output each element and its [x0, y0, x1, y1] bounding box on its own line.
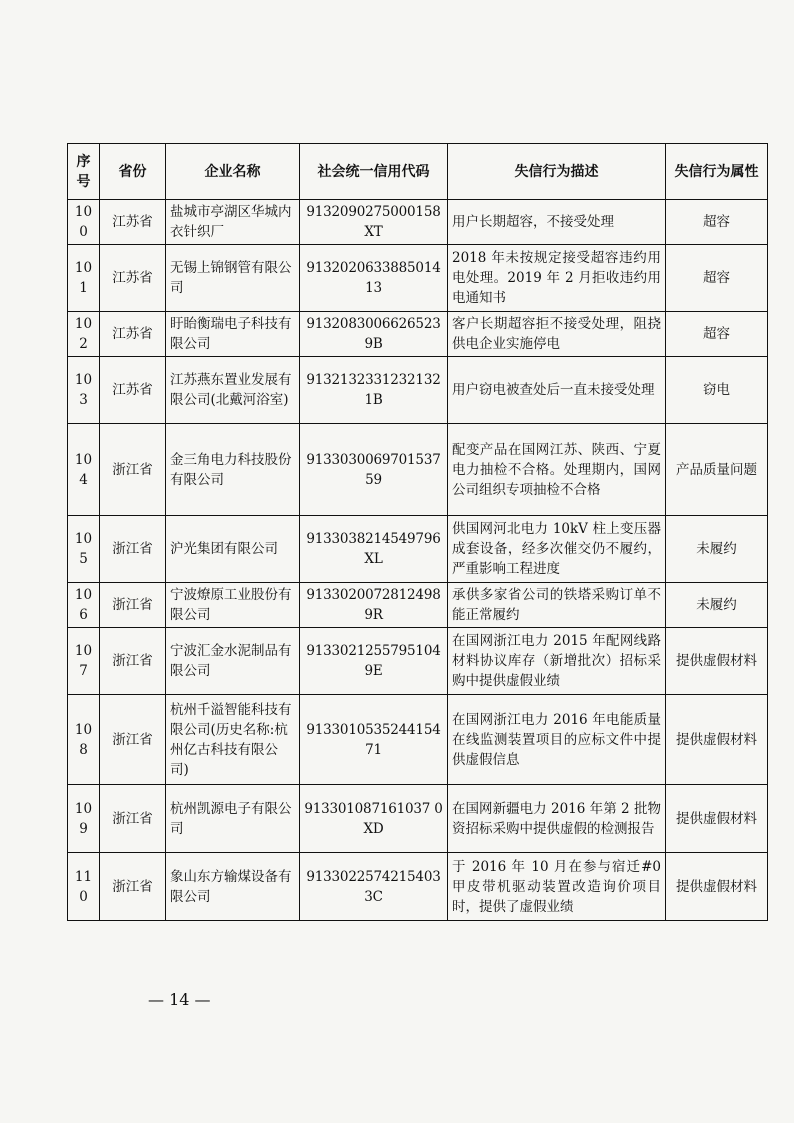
cell-province: 浙江省	[100, 516, 166, 583]
cell-desc: 在国网新疆电力 2016 年第 2 批物资招标采购中提供虚假的检测报告	[448, 785, 666, 853]
cell-code: 9132083006626523 9B	[300, 312, 448, 357]
cell-no: 101	[68, 245, 100, 312]
cell-attr: 超容	[666, 200, 768, 245]
dishonest-enterprise-table	[67, 143, 768, 921]
cell-code: 913303006970153759	[300, 424, 448, 516]
cell-no: 108	[68, 695, 100, 785]
page-number: — 14 —	[148, 990, 211, 1009]
header-no: 序号	[68, 144, 100, 200]
cell-desc: 在国网浙江电力 2015 年配网线路材料协议库存（新增批次）招标采购中提供虚假业绩	[448, 628, 666, 695]
cell-desc: 用户窃电被查处后一直未接受处理	[448, 357, 666, 424]
header-province: 省份	[100, 144, 166, 200]
cell-no: 100	[68, 200, 100, 245]
cell-province: 江苏省	[100, 245, 166, 312]
table-row	[68, 312, 768, 357]
cell-code: 91330200728124989R	[300, 583, 448, 628]
cell-province: 浙江省	[100, 424, 166, 516]
header-row	[68, 144, 768, 200]
cell-company: 宁波汇金水泥制品有限公司	[166, 628, 300, 695]
cell-company: 象山东方输煤设备有限公司	[166, 853, 300, 921]
cell-desc: 2018 年未按规定接受超容违约用电处理。2019 年 2 月拒收违约用电通知书	[448, 245, 666, 312]
cell-no: 106	[68, 583, 100, 628]
cell-code: 91330212557951049E	[300, 628, 448, 695]
table-row	[68, 628, 768, 695]
cell-attr: 提供虚假材料	[666, 628, 768, 695]
header-company: 企业名称	[166, 144, 300, 200]
cell-desc: 供国网河北电力 10kV 柱上变压器成套设备，经多次催交仍不履约，严重影响工程进度	[448, 516, 666, 583]
cell-company: 金三角电力科技股份有限公司	[166, 424, 300, 516]
cell-desc: 于 2016 年 10 月在参与宿迁#0 甲皮带机驱动装置改造询价项目时，提供了虚假业绩	[448, 853, 666, 921]
cell-company: 宁波燎原工业股份有限公司	[166, 583, 300, 628]
header-desc: 失信行为描述	[448, 144, 666, 200]
cell-no: 109	[68, 785, 100, 853]
cell-code: 9133038214549796XL	[300, 516, 448, 583]
table-row	[68, 245, 768, 312]
cell-province: 江苏省	[100, 357, 166, 424]
cell-company: 沪光集团有限公司	[166, 516, 300, 583]
table-row	[68, 853, 768, 921]
cell-company: 无锡上锦钢管有限公司	[166, 245, 300, 312]
cell-company: 杭州千溢智能科技有限公司(历史名称:杭州亿古科技有限公司)	[166, 695, 300, 785]
cell-no: 104	[68, 424, 100, 516]
cell-province: 江苏省	[100, 312, 166, 357]
cell-code: 913202063388501413	[300, 245, 448, 312]
table-row	[68, 785, 768, 853]
cell-province: 浙江省	[100, 785, 166, 853]
cell-company: 杭州凯源电子有限公司	[166, 785, 300, 853]
table-row	[68, 583, 768, 628]
header-code: 社会统一信用代码	[300, 144, 448, 200]
cell-no: 105	[68, 516, 100, 583]
table-row	[68, 200, 768, 245]
cell-desc: 在国网浙江电力 2016 年电能质量在线监测装置项目的应标文件中提供虚假信息	[448, 695, 666, 785]
cell-desc: 客户长期超容拒不接受处理，阻挠供电企业实施停电	[448, 312, 666, 357]
cell-desc: 配变产品在国网江苏、陕西、宁夏电力抽检不合格。处理期内，国网公司组织专项抽检不合格	[448, 424, 666, 516]
cell-province: 浙江省	[100, 628, 166, 695]
cell-attr: 未履约	[666, 516, 768, 583]
cell-attr: 未履约	[666, 583, 768, 628]
cell-desc: 承供多家省公司的铁塔采购订单不能正常履约	[448, 583, 666, 628]
cell-attr: 超容	[666, 312, 768, 357]
cell-code: 9132090275000158XT	[300, 200, 448, 245]
table-row	[68, 695, 768, 785]
cell-province: 浙江省	[100, 853, 166, 921]
cell-attr: 提供虚假材料	[666, 853, 768, 921]
cell-no: 102	[68, 312, 100, 357]
cell-code: 91330225742154033C	[300, 853, 448, 921]
table-row	[68, 424, 768, 516]
cell-attr: 提供虚假材料	[666, 695, 768, 785]
cell-attr: 窃电	[666, 357, 768, 424]
table-row	[68, 357, 768, 424]
header-attr: 失信行为属性	[666, 144, 768, 200]
table-row	[68, 516, 768, 583]
cell-attr: 产品质量问题	[666, 424, 768, 516]
cell-attr: 提供虚假材料	[666, 785, 768, 853]
cell-company: 盐城市亭湖区华城内衣针织厂	[166, 200, 300, 245]
cell-company: 江苏燕东置业发展有限公司(北戴河浴室)	[166, 357, 300, 424]
cell-code: 913301087161037 0XD	[300, 785, 448, 853]
cell-company: 盱眙衡瑞电子科技有限公司	[166, 312, 300, 357]
cell-code: 913301053524415471	[300, 695, 448, 785]
cell-no: 110	[68, 853, 100, 921]
cell-province: 江苏省	[100, 200, 166, 245]
cell-no: 103	[68, 357, 100, 424]
cell-attr: 超容	[666, 245, 768, 312]
cell-province: 浙江省	[100, 583, 166, 628]
cell-no: 107	[68, 628, 100, 695]
cell-code: 91321323312321321B	[300, 357, 448, 424]
cell-province: 浙江省	[100, 695, 166, 785]
cell-desc: 用户长期超容，不接受处理	[448, 200, 666, 245]
